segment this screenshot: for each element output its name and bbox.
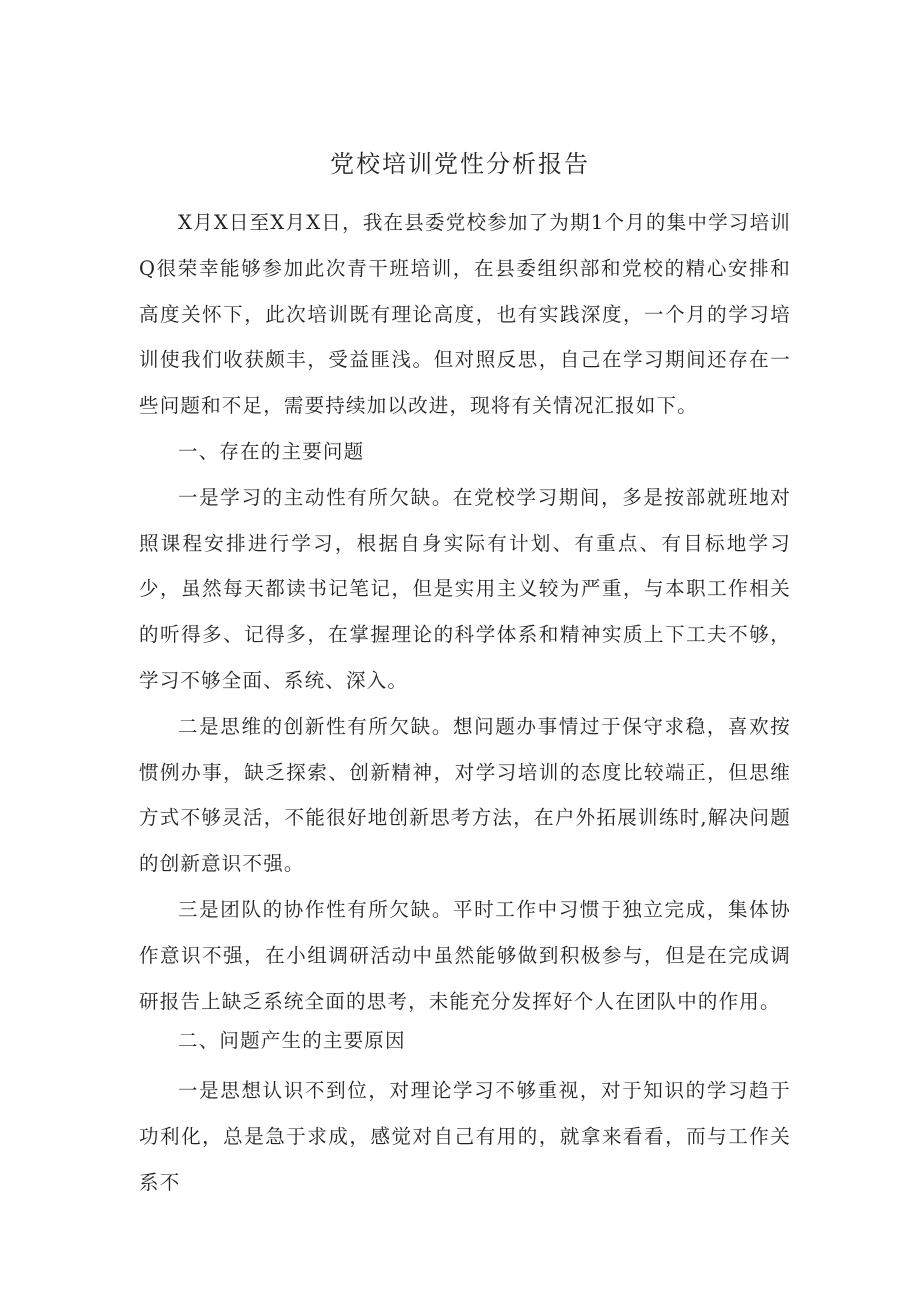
section-heading-causes: 二、问题产生的主要原因 (178, 1029, 406, 1053)
paragraph-problem-1: 一是学习的主动性有所欠缺。在党校学习期间，多是按部就班地对照课程安排进行学习，根据自身实际有计划、有重点、有目标地学习少，虽然每天都读书记笔记，但是实用主义较为严重，与本职工作相关的听得多、记得多，在掌握理论的科学体系和精神实质上下工夫不够，学习不够全面、系统、深入。 (139, 485, 791, 692)
section-heading-problems: 一、存在的主要问题 (178, 439, 365, 463)
paragraph-intro: X月X日至X月X日，我在县委党校参加了为期1个月的集中学习培训Q很荣幸能够参加此次青干班培训，在县委组织部和党校的精心安排和高度关怀下，此次培训既有理论高度，也有实践深度，一个月的学习培训使我们收获颇丰，受益匪浅。但对照反思，自己在学习期间还存在一些问题和不足，需要持续加以改进，现将有关情况汇报如下。 (139, 211, 791, 418)
document-title: 党校培训党性分析报告 (330, 150, 590, 178)
document-body (139, 200, 791, 1206)
paragraph-problem-2: 二是思维的创新性有所欠缺。想问题办事情过于保守求稳，喜欢按惯例办事，缺乏探索、创新精神，对学习培训的态度比较端正，但思维方式不够灵活，不能很好地创新思考方法，在户外拓展训练时,解决问题的创新意识不强。 (139, 714, 791, 876)
paragraph-cause-1: 一是思想认识不到位，对理论学习不够重视，对于知识的学习趋于功利化，总是急于求成，感觉对自己有用的，就拿来看看，而与工作关系不 (139, 1079, 791, 1194)
paragraph-problem-3: 三是团队的协作性有所欠缺。平时工作中习惯于独立完成，集体协作意识不强，在小组调研活动中虽然能够做到积极参与，但是在完成调研报告上缺乏系统全面的思考，未能充分发挥好个人在团队中的作用。 (139, 897, 791, 1013)
